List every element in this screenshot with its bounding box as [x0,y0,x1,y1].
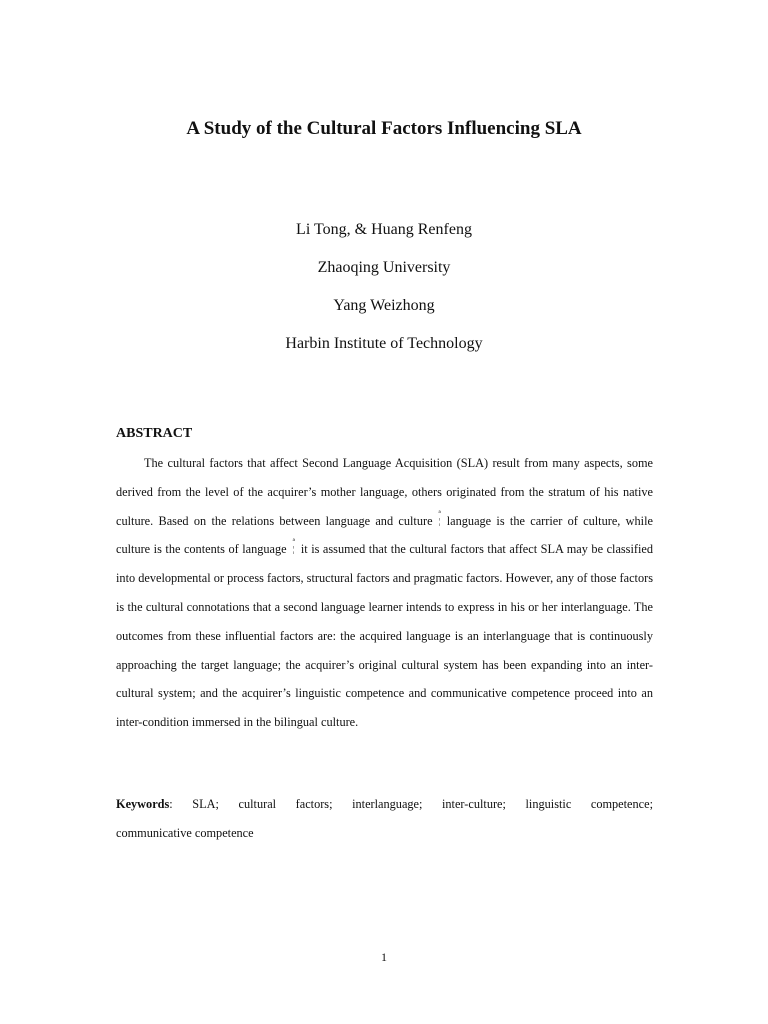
abstract-text-part-1: The cultural factors that affect Second Language Acquisition (SLA) result from many aspects, some derived from the level of the acquirer’s mother language, others originated from the stratum of his native culture. Based on the relations between language and culture [116,456,653,528]
garbled-symbol-bottom: ¦ [438,516,441,526]
page-number: 1 [381,950,387,964]
abstract-body [116,449,653,737]
garbled-symbol-top: ª [438,508,441,518]
paper-title: A Study of the Cultural Factors Influencing SLA [186,118,582,139]
author-line-1: Li Tong, & Huang Renfeng [296,221,472,238]
garbled-symbol [439,510,441,526]
keywords-label: Keywords [116,797,170,811]
garbled-symbol-top: ª [292,537,295,547]
abstract-text-part-2: language is the carrier of culture, while culture is the contents of language [116,513,653,557]
abstract-paragraph [116,449,653,737]
author-line-2: Yang Weizhong [333,297,435,314]
garbled-symbol-bottom: ¦ [292,545,295,555]
keywords-line-1 [116,790,653,819]
keywords-list-2: communicative competence [116,825,254,840]
keywords-section [116,790,653,848]
abstract-heading: ABSTRACT [116,426,193,441]
keywords-list-1: : SLA; cultural factors; interlanguage; inter-culture; linguistic competence; [169,797,653,811]
abstract-text-part-3: it is assumed that the cultural factors that affect SLA may be classified into developmental or process factors, structural factors and pragmatic factors. However, any of those factors is the cultural connotations that a second language learner intends to express in his or her interlanguage. The outcomes from these influential factors are: the acquired language is an interlanguage that is continuously approaching the target language; the acquirer’s original cultural system has been expanding into an inter-cultural system; and the acquirer’s linguistic competence and communicative competence proceed into an inter-condition immersed in the bilingual culture. [116,542,654,730]
affiliation-line-1: Zhaoqing University [317,259,451,276]
garbled-symbol [293,538,295,554]
affiliation-line-2: Harbin Institute of Technology [285,335,483,352]
